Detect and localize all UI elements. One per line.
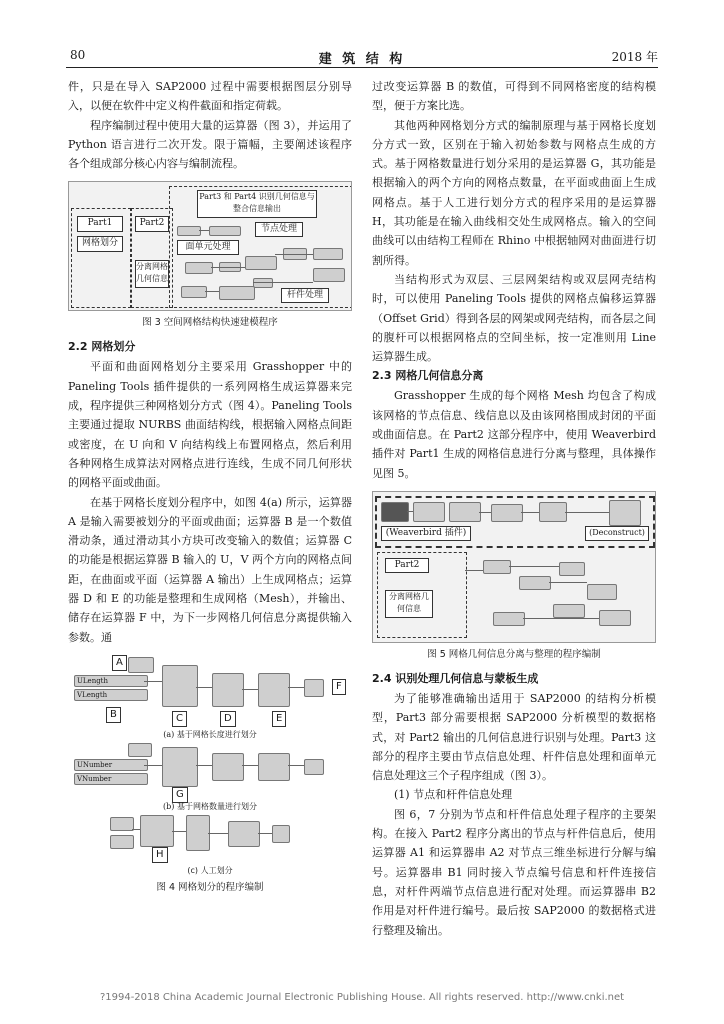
paragraph: 当结构形式为双层、三层网架结构或双层网壳结构时，可以使用 Paneling Tools 提供的网格点偏移运算器（Offset Grid）得到各层的网架或网壳结构，而各层之间的腹杆可以根据网格点的空间坐标，按一定准则用 Line 运算器生成。 xyxy=(372,272,656,364)
label-B: B xyxy=(106,707,121,723)
part2-label: Part2 xyxy=(385,558,429,573)
slider-2[interactable]: VLength xyxy=(74,689,148,701)
part2-sub: 分离网格几何信息 xyxy=(135,260,169,288)
bar-label: 杆件处理 xyxy=(281,288,329,303)
figure-3-caption: 图 3 空间网格结构快速建模程序 xyxy=(142,317,278,329)
part1-sub: 网格划分 xyxy=(77,236,123,252)
part1-label: Part1 xyxy=(77,216,123,232)
journal-year: 2018 年 xyxy=(611,50,658,64)
label-E: E xyxy=(272,711,286,727)
figure-5-caption: 图 5 网格几何信息分离与整理的程序编制 xyxy=(427,648,601,660)
paragraph: Grasshopper 生成的每个网格 Mesh 均包含了构成该网格的节点信息、线信息以及由该网格围成封闭的平面或曲面信息。在 Part2 这部分程序中，使用 Weaverbird 插件对 Part1 生成的网格信息进行分离与整理，具体操作见图 5。 xyxy=(372,389,656,480)
slider-1[interactable]: ULength xyxy=(74,675,148,687)
paragraph: 件，只是在导入 SAP2000 过程中需要根据图层分别导入，以便在软件中定义构件截面和指定荷载。 xyxy=(68,80,352,113)
paragraph: 平面和曲面网格划分主要采用 Grasshopper 中的 Paneling Tools 插件提供的一系列网格生成运算器来完成，程序提供三种网格划分方式（图 4）。Paneling Tools 主要通过提取 NURBS 曲面结构线，根据输入网格点间距或密度，在 U 向和 V 向结构线上布置网格点，然后利用各种网格生成算法对网格点进行连线，生成不同几何形状的网格平面或曲面。 xyxy=(68,360,352,490)
part2-label: Part2 xyxy=(135,216,169,232)
subcaption-a: (a) 基于网格长度进行划分 xyxy=(163,729,257,739)
header-rule xyxy=(66,67,658,68)
paragraph: 其他两种网格划分方式的编制原理与基于网格长度划分方式一致，区别在于输入初始参数与网格点生成的方式。基于网格数量进行划分采用的是运算器 G，其功能是根据输入的两个方向的网格点数量，在平面或曲面上生成网格点。基于人工进行划分方式的程序采用的是运算器 H，其功能是在输入曲线相交处生成网格点。输入的空间曲线可以由结构工程师在 Rhino 中根据轴网对曲面进行切割所得。 xyxy=(372,118,656,267)
paragraph: 过改变运算器 B 的数值，可得到不同网格密度的结构模型，便于方案比选。 xyxy=(372,80,656,113)
paragraph: 为了能够准确输出适用于 SAP2000 的结构分析模型，Part3 部分需要根据 SAP2000 分析模型的数据格式，对 Part2 输出的几何信息进行识别与处理。Part3 这部分的程序主要由节点信息处理、杆件信息处理和面单元信息处理这三个子程序组成（图 3）。 xyxy=(372,691,656,783)
subcaption-b: (b) 基于网格数量进行划分 xyxy=(163,801,257,811)
part34-label: Part3 和 Part4 识别几何信息与整合信息输出 xyxy=(197,190,317,218)
label-D: D xyxy=(220,711,236,727)
copyright-footer: ?1994-2018 China Academic Journal Electronic Publishing House. All rights reserved. http://www.cnki.net xyxy=(99,992,625,1003)
label-H: H xyxy=(152,847,168,863)
paragraph: (1) 节点和杆件信息处理 xyxy=(394,788,513,802)
section-heading: 2.3 网格几何信息分离 xyxy=(372,369,484,383)
right-column xyxy=(372,77,656,940)
node-label: 节点处理 xyxy=(255,222,303,237)
deconstruct-label: (Deconstruct) xyxy=(585,526,649,541)
paragraph: 图 6，7 分别为节点和杆件信息处理子程序的主要架构。在接入 Part2 程序分离出的节点与杆件信息后，使用运算器 A1 和运算器串 A2 对节点三维坐标进行分解与编号。运算器串 B1 同时接入节点编号信息和杆件连接信息，对杆件两端节点信息进行配对处理。而运算器串 B2 作用是对杆件进行编号。最后按 SAP2000 的数据格式进行整理及输出。 xyxy=(372,807,656,937)
journal-title: 建 筑 结 构 xyxy=(318,52,406,67)
section-heading: 2.4 识别处理几何信息与蒙板生成 xyxy=(372,671,539,685)
figure-4 xyxy=(68,655,352,865)
label-A: A xyxy=(112,655,127,671)
left-column xyxy=(68,77,352,902)
label-G: G xyxy=(172,787,188,803)
page-number: 80 xyxy=(70,48,86,62)
slider-4[interactable]: VNumber xyxy=(74,773,148,785)
figure-5 xyxy=(372,491,656,643)
section-heading: 2.2 网格划分 xyxy=(68,340,136,354)
subcaption-c: (c) 人工划分 xyxy=(187,865,233,875)
paragraph: 程序编制过程中使用大量的运算器（图 3），并运用了 Python 语言进行二次开发。限于篇幅，主要阐述该程序各个组成部分核心内容与编制流程。 xyxy=(68,118,352,171)
label-C: C xyxy=(172,711,187,727)
face-label: 面单元处理 xyxy=(177,240,239,255)
paragraph: 在基于网格长度划分程序中，如图 4(a) 所示，运算器 A 是输入需要被划分的平面或曲面；运算器 B 是一个数值滑动条，通过滑动其小方块可改变输入的数值；运算器 C 的功能是根据运算器 B 输入的 U，V 两个方向的网格点间距，在曲面或平面（运算器 A 输出）上生成网格点；运算器 D 和 E 的功能是整理和生成网格（Mesh），并输出、储存在运算器 F 中，为下一步网格几何信息分离提供输入参数。通 xyxy=(68,495,352,644)
weaverbird-label: (Weaverbird 插件) xyxy=(381,526,471,541)
label-F: F xyxy=(332,679,346,695)
part2-sub: 分离网格几何信息 xyxy=(385,590,433,618)
figure-4-caption: 图 4 网格划分的程序编制 xyxy=(156,881,264,893)
figure-3 xyxy=(68,181,352,311)
slider-3[interactable]: UNumber xyxy=(74,759,148,771)
